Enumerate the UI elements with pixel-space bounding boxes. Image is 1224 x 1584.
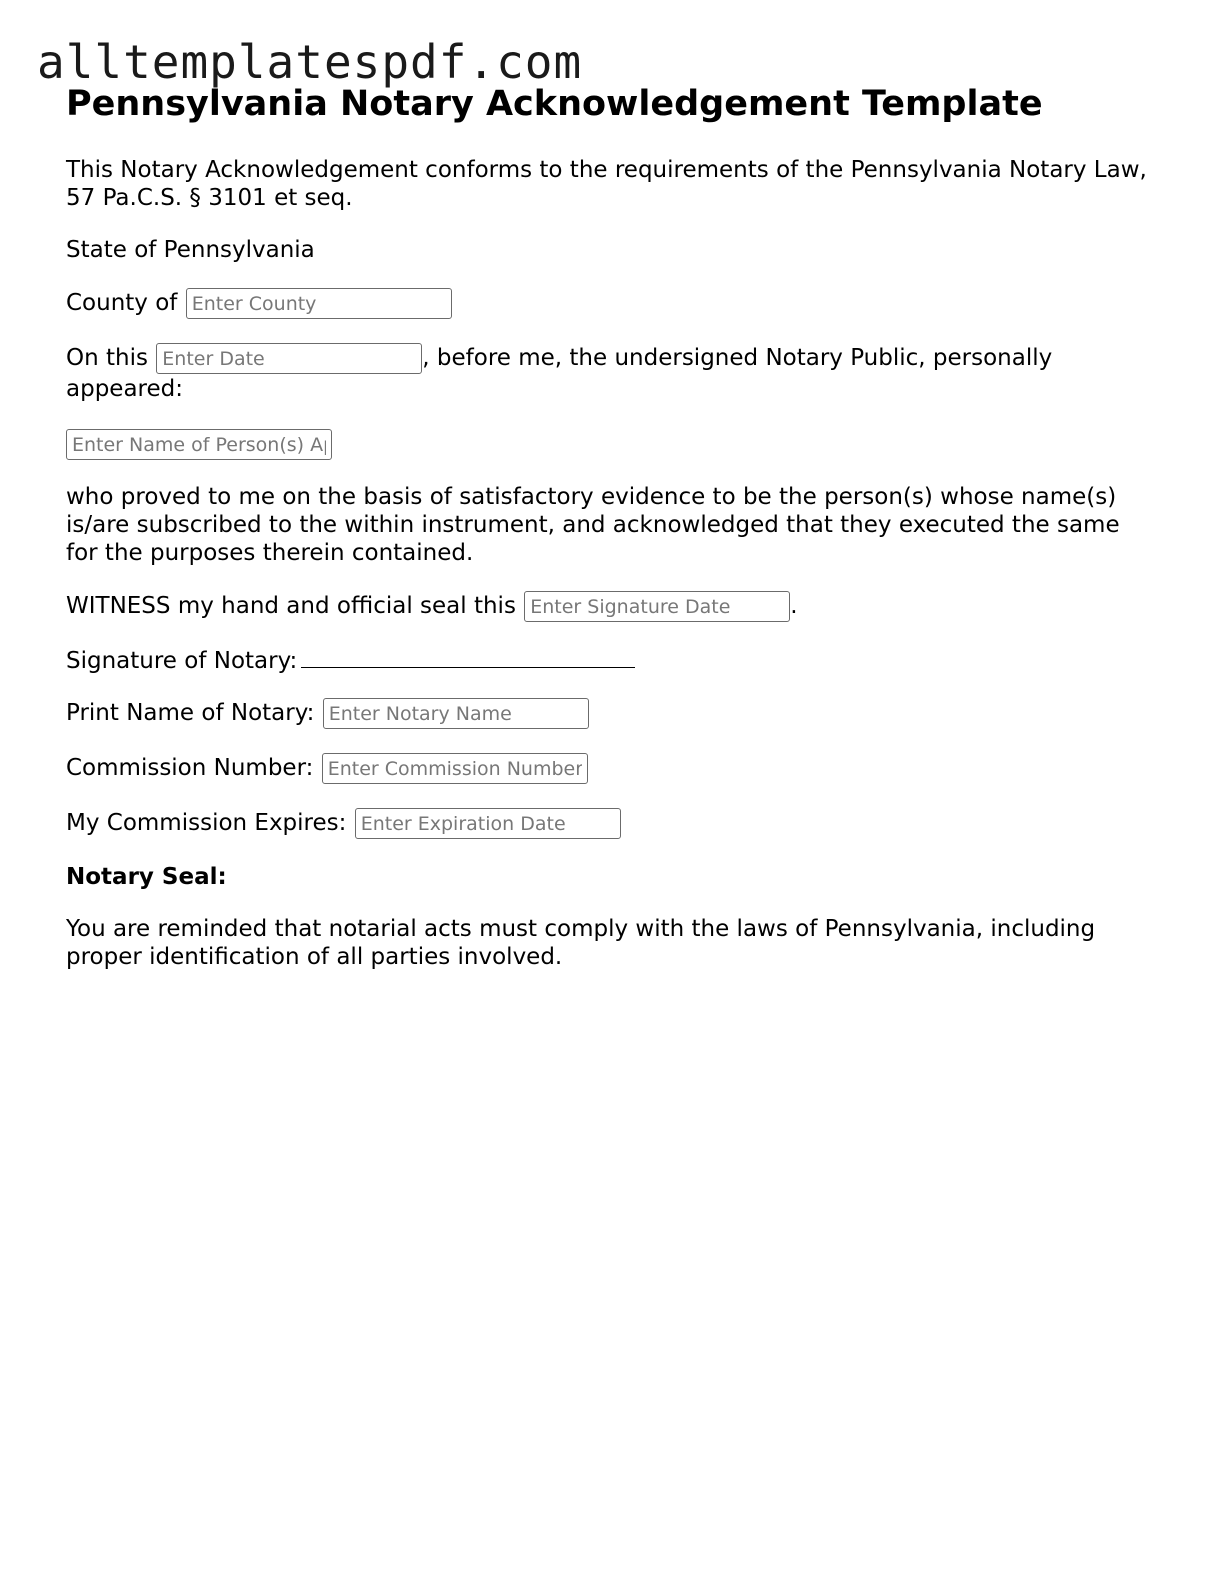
commission-expires-row [66, 808, 1156, 839]
signature-date-input[interactable] [524, 591, 790, 622]
witness-suffix: . [790, 593, 798, 619]
date-row [66, 343, 1156, 405]
date-suffix: , before me, the undersigned Notary Public, personally appeared: [66, 345, 1053, 402]
witness-row [66, 591, 1156, 622]
commission-number-label: Commission Number: [66, 755, 314, 781]
document-body [66, 82, 1156, 971]
witness-prefix: WITNESS my hand and official seal this [66, 593, 516, 619]
county-label: County of [66, 290, 178, 316]
signature-row [66, 646, 1156, 676]
page-title: Pennsylvania Notary Acknowledgement Template [66, 84, 1043, 124]
reminder-text: You are reminded that notarial acts must comply with the laws of Pennsylvania, including proper identification of all parties involved. [66, 916, 1096, 970]
proved-text: who proved to me on the basis of satisfactory evidence to be the person(s) whose name(s) is/are subscribed to the within instrument, and acknowledged that they executed the same for the purposes therein contained. [66, 484, 1120, 566]
intro-text: This Notary Acknowledgement conforms to the requirements of the Pennsylvania Notary Law, 57 Pa.C.S. § 3101 et seq. [66, 157, 1147, 211]
signature-label: Signature of Notary: [66, 648, 298, 674]
notary-seal-heading: Notary Seal: [66, 864, 227, 890]
person-name-input[interactable] [66, 429, 332, 460]
notary-name-input[interactable] [323, 698, 589, 729]
commission-expires-label: My Commission Expires: [66, 810, 347, 836]
date-input[interactable] [156, 343, 422, 374]
watermark: alltemplatespdf.com [37, 35, 583, 89]
commission-number-input[interactable] [322, 753, 588, 784]
date-prefix: On this [66, 345, 148, 371]
signature-line[interactable] [301, 647, 635, 668]
person-row [66, 429, 1156, 461]
commission-number-row [66, 753, 1156, 784]
state-line: State of Pennsylvania [66, 237, 315, 263]
county-row [66, 288, 1156, 319]
expiration-date-input[interactable] [355, 808, 621, 839]
notary-name-row [66, 698, 1156, 729]
county-input[interactable] [186, 288, 452, 319]
notary-name-label: Print Name of Notary: [66, 700, 315, 726]
